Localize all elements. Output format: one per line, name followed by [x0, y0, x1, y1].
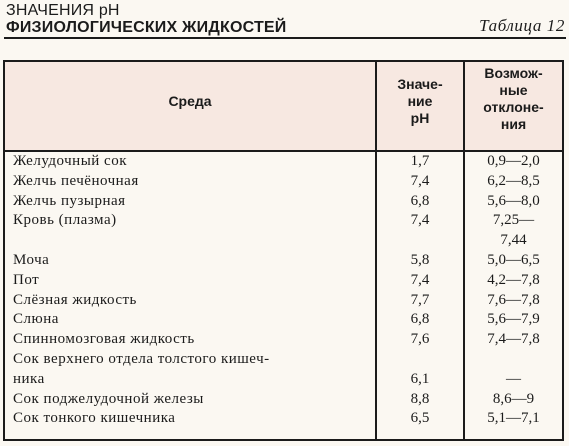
table-row [5, 271, 562, 291]
cell-deviation: 5,0—6,5 [487, 251, 540, 268]
cell-deviation: 7,6—7,8 [487, 291, 540, 308]
cell-deviation: 8,6—9 [492, 390, 535, 407]
cell-medium: Сок верхнего отдела толстого кишеч- [13, 350, 270, 367]
cell-medium: Желчь пузырная [13, 192, 126, 209]
cell-medium: Спинномозговая жидкость [13, 331, 195, 348]
table-body [5, 152, 562, 429]
table-row [5, 211, 562, 251]
cell-medium-cont: ника [13, 370, 45, 387]
header-deviation-line: ния [500, 116, 527, 132]
table-row [5, 310, 562, 330]
cell-medium: Пот [13, 271, 40, 288]
cell-medium: Слёзная жидкость [13, 291, 137, 308]
cell-deviation: 0,9—2,0 [487, 153, 540, 169]
table-row [5, 291, 562, 311]
table-row [5, 152, 562, 172]
table-row [5, 251, 562, 271]
header-deviation-line: ные [499, 82, 528, 98]
cell-ph: 8,8 [410, 390, 430, 407]
cell-ph: 5,8 [410, 251, 430, 268]
table-number: Таблица 12 [479, 16, 565, 35]
header-ph [377, 76, 463, 127]
cell-deviation: 5,6—8,0 [487, 192, 540, 209]
header-ph-line: Значе- [397, 76, 443, 92]
cell-ph: 6,8 [410, 311, 430, 328]
table-header [5, 62, 562, 152]
cell-deviation: 7,25— [492, 212, 535, 229]
table-row [5, 172, 562, 192]
cell-deviation: 5,1—7,1 [487, 410, 540, 427]
cell-deviation: 7,4—7,8 [487, 331, 540, 348]
cell-ph: 7,7 [410, 291, 430, 308]
header-deviation-line: отклоне- [483, 99, 544, 115]
title-rule [4, 37, 566, 39]
header-ph-line: pH [410, 110, 430, 126]
cell-medium: Желудочный сок [13, 153, 127, 169]
cell-deviation: 6,2—8,5 [487, 172, 540, 189]
table-row [5, 409, 562, 429]
table-row [5, 390, 562, 410]
cell-deviation: 5,6—7,9 [487, 311, 540, 328]
cell-ph: 7,4 [410, 172, 430, 189]
header-ph-line: ние [407, 93, 433, 109]
cell-medium: Слюна [13, 311, 59, 328]
table-row [5, 350, 562, 390]
title-line-1: ЗНАЧЕНИЯ pH [6, 2, 120, 19]
cell-medium: Кровь (плазма) [13, 212, 117, 229]
cell-deviation: — [506, 370, 521, 387]
header-deviation [465, 65, 562, 133]
cell-medium: Моча [13, 251, 50, 268]
cell-deviation: 4,2—7,8 [487, 271, 540, 288]
cell-ph: 6,8 [410, 192, 430, 209]
cell-ph: 7,4 [410, 212, 430, 229]
table-row [5, 330, 562, 350]
cell-ph: 7,4 [410, 271, 430, 288]
cell-ph: 7,6 [410, 331, 430, 348]
ph-table [3, 60, 564, 441]
cell-medium: Желчь печёночная [13, 172, 139, 189]
cell-ph: 6,1 [410, 370, 430, 387]
cell-ph: 1,7 [410, 153, 430, 169]
cell-deviation-cont: 7,44 [500, 232, 527, 249]
header-deviation-line: Возмож- [484, 65, 543, 81]
cell-ph: 6,5 [410, 410, 430, 427]
cell-medium: Сок поджелудочной железы [13, 390, 204, 407]
title-line-2: ФИЗИОЛОГИЧЕСКИХ ЖИДКОСТЕЙ [6, 19, 287, 36]
header-medium: Среда [168, 93, 212, 109]
cell-medium: Сок тонкого кишечника [13, 410, 176, 427]
table-row [5, 192, 562, 212]
